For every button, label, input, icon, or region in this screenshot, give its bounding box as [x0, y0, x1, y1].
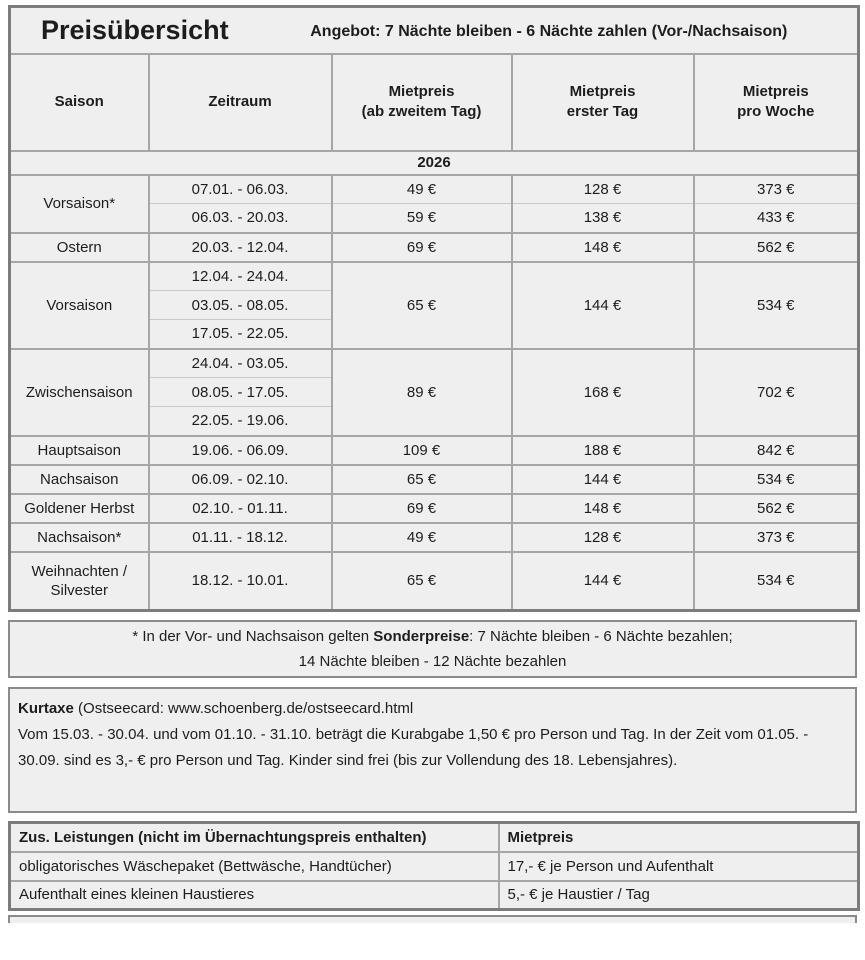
special-offer-note-line1: [10, 624, 855, 649]
kurtaxe-heading-rest: (Ostseecard: www.schoenberg.de/ostseecard.html: [73, 700, 414, 717]
special-offer-note: [8, 620, 857, 678]
price-cell: 433 €: [694, 204, 859, 233]
price-cell: 65 €: [332, 552, 512, 611]
price-cell: 534 €: [694, 552, 859, 611]
period-cell: 08.05. - 17.05.: [149, 378, 332, 407]
note-prefix: * In der Vor- und Nachsaison gelten: [132, 628, 374, 645]
column-header-line1: Zeitraum: [208, 93, 272, 110]
price-cell: 59 €: [332, 204, 512, 233]
extras-service-cell: Aufenthalt eines kleinen Haustieres: [10, 881, 499, 910]
period-cell: 24.04. - 03.05.: [149, 349, 332, 378]
price-cell: 144 €: [512, 465, 694, 494]
column-header-line1: Mietpreis: [388, 83, 455, 100]
offer-text: Angebot: 7 Nächte bleiben - 6 Nächte zahlen (Vor-/Nachsaison): [310, 23, 788, 41]
kurtaxe-body: Vom 15.03. - 30.04. und vom 01.10. - 31.10. beträgt die Kurabgabe 1,50 € pro Person und Tag. In der Zeit vom 01.05. - 30.09. sind es 3,- € pro Person und Tag. Kinder sind frei (bis zur Vollendung des 18. Lebensjahres).: [18, 726, 809, 769]
price-cell: 69 €: [332, 494, 512, 523]
season-cell: Ostern: [10, 233, 149, 262]
note-suffix: : 7 Nächte bleiben - 6 Nächte bezahlen;: [469, 628, 733, 645]
extras-price-cell: 5,- € je Haustier / Tag: [499, 881, 859, 910]
period-cell: 07.01. - 06.03.: [149, 175, 332, 204]
period-cell: 19.06. - 06.09.: [149, 436, 332, 465]
price-cell: 144 €: [512, 262, 694, 349]
price-cell: 138 €: [512, 204, 694, 233]
extras-header: Mietpreis: [499, 823, 859, 852]
price-cell: 109 €: [332, 436, 512, 465]
column-header-line1: Mietpreis: [742, 83, 809, 100]
extras-table: [8, 821, 860, 911]
price-cell: 562 €: [694, 233, 859, 262]
cutoff-next-section: [8, 915, 857, 923]
period-cell: 02.10. - 01.11.: [149, 494, 332, 523]
period-cell: 06.09. - 02.10.: [149, 465, 332, 494]
kurtaxe-heading: Kurtaxe: [18, 700, 74, 717]
season-cell: Zwischensaison: [10, 349, 149, 436]
price-cell: 49 €: [332, 175, 512, 204]
price-cell: 534 €: [694, 465, 859, 494]
price-cell: 148 €: [512, 494, 694, 523]
column-header: [694, 54, 859, 151]
period-cell: 01.11. - 18.12.: [149, 523, 332, 552]
price-cell: 842 €: [694, 436, 859, 465]
price-cell: 168 €: [512, 349, 694, 436]
season-cell: Nachsaison: [10, 465, 149, 494]
period-cell: 22.05. - 19.06.: [149, 407, 332, 436]
page-title: Preisübersicht: [41, 14, 229, 45]
price-table-body: [10, 7, 859, 611]
season-cell: Goldener Herbst: [10, 494, 149, 523]
price-cell: 69 €: [332, 233, 512, 262]
price-table: [8, 5, 860, 612]
season-cell: Vorsaison*: [10, 175, 149, 233]
period-cell: 20.03. - 12.04.: [149, 233, 332, 262]
extras-price-cell: 17,- € je Person und Aufenthalt: [499, 852, 859, 881]
column-header: [332, 54, 512, 151]
column-header: [10, 54, 149, 151]
price-cell: 65 €: [332, 465, 512, 494]
period-cell: 06.03. - 20.03.: [149, 204, 332, 233]
column-header-line1: Saison: [54, 93, 104, 110]
column-header-line2: erster Tag: [566, 103, 639, 120]
title-bar: [10, 7, 859, 54]
note-bold-sonderpreise: Sonderpreise: [373, 628, 470, 645]
season-cell: Nachsaison*: [10, 523, 149, 552]
kurtaxe-info: [8, 687, 857, 813]
period-cell: 18.12. - 10.01.: [149, 552, 332, 611]
price-cell: 534 €: [694, 262, 859, 349]
column-header-line1: Mietpreis: [569, 83, 636, 100]
price-cell: 702 €: [694, 349, 859, 436]
column-header-line2: (ab zweitem Tag): [361, 103, 482, 120]
period-cell: 17.05. - 22.05.: [149, 320, 332, 349]
special-offer-note-line2: 14 Nächte bleiben - 12 Nächte bezahlen: [298, 653, 567, 670]
price-cell: 373 €: [694, 175, 859, 204]
season-cell: Hauptsaison: [10, 436, 149, 465]
season-cell: Weihnachten / Silvester: [10, 552, 149, 611]
extras-header: Zus. Leistungen (nicht im Übernachtungspreis enthalten): [10, 823, 499, 852]
column-header: [149, 54, 332, 151]
price-cell: 148 €: [512, 233, 694, 262]
price-cell: 65 €: [332, 262, 512, 349]
price-cell: 188 €: [512, 436, 694, 465]
year-row: 2026: [10, 151, 859, 175]
price-cell: 128 €: [512, 523, 694, 552]
price-cell: 128 €: [512, 175, 694, 204]
column-header-line2: pro Woche: [737, 103, 815, 120]
price-cell: 562 €: [694, 494, 859, 523]
price-cell: 144 €: [512, 552, 694, 611]
period-cell: 03.05. - 08.05.: [149, 291, 332, 320]
kurtaxe-heading-line: [18, 696, 845, 722]
period-cell: 12.04. - 24.04.: [149, 262, 332, 291]
price-cell: 49 €: [332, 523, 512, 552]
price-cell: 373 €: [694, 523, 859, 552]
extras-service-cell: obligatorisches Wäschepaket (Bettwäsche, Handtücher): [10, 852, 499, 881]
column-header: [512, 54, 694, 151]
season-cell: Vorsaison: [10, 262, 149, 349]
price-cell: 89 €: [332, 349, 512, 436]
extras-table-body: [10, 823, 859, 910]
